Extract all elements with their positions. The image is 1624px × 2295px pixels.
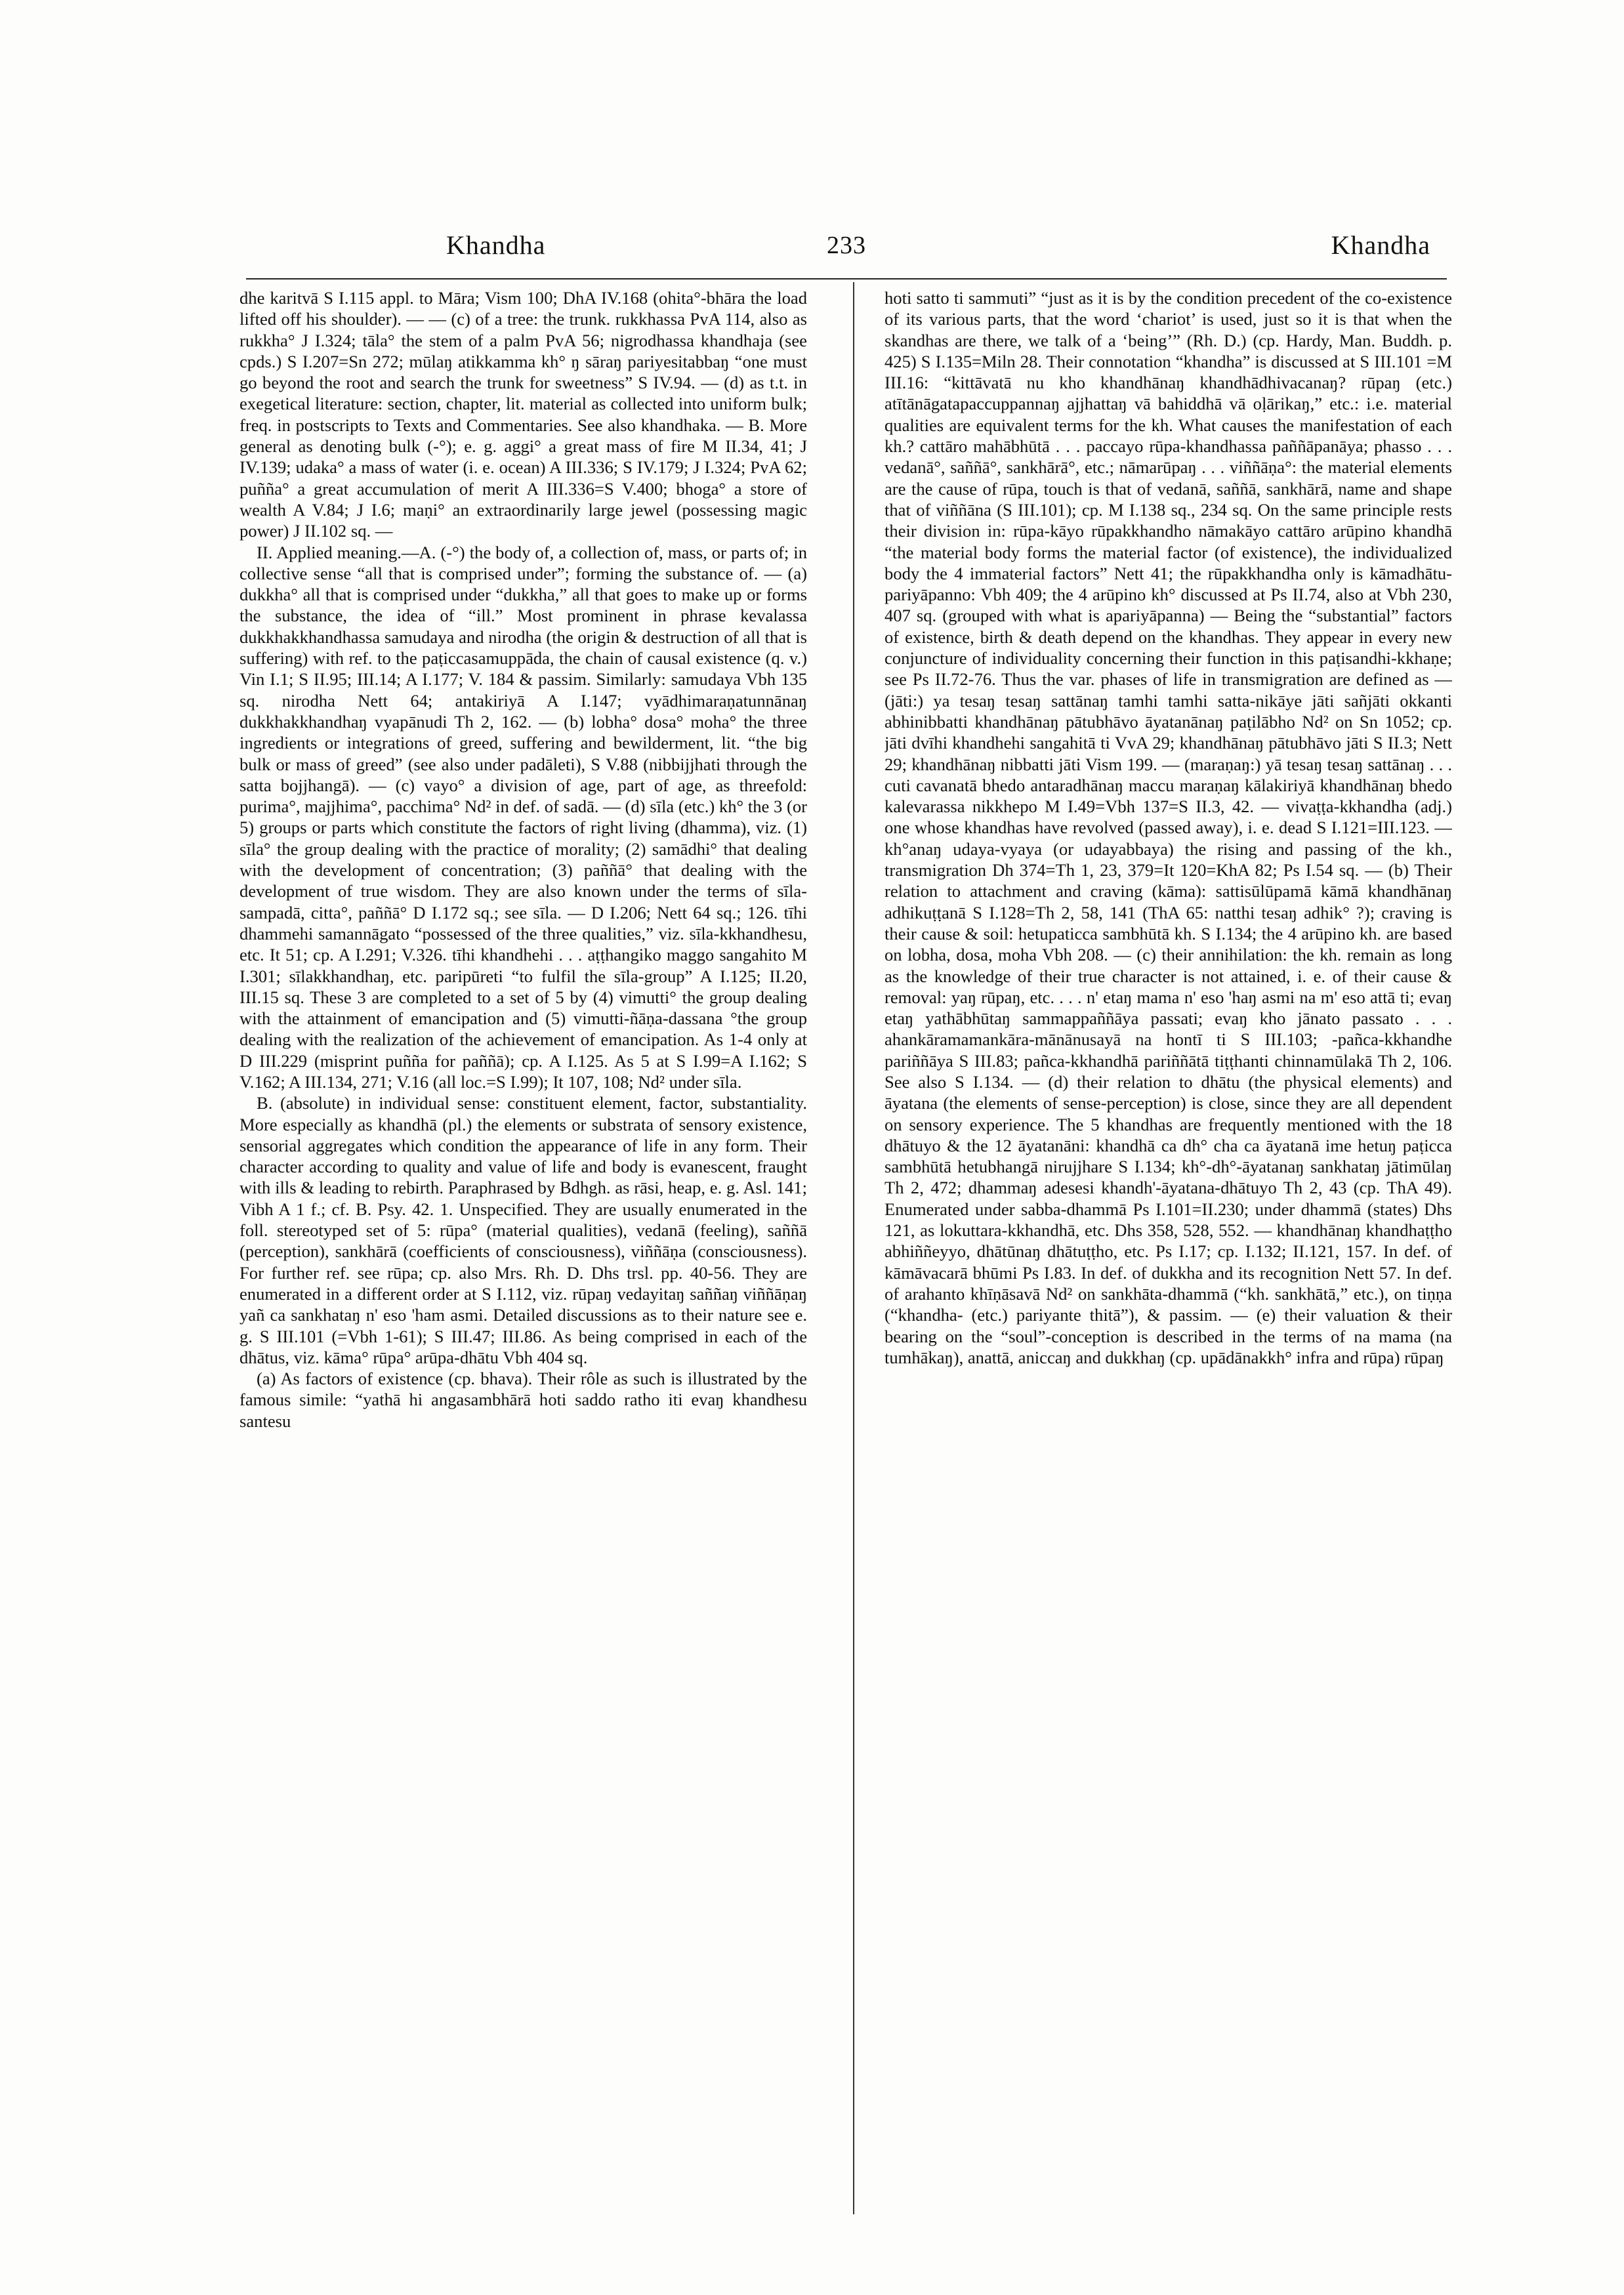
page-number: 233 bbox=[827, 232, 866, 259]
column-divider bbox=[853, 282, 854, 2214]
running-head bbox=[249, 223, 1444, 276]
header-rule bbox=[246, 278, 1447, 279]
paragraph: B. (absolute) in individual sense: constituent element, factor, substantiality. More especially as khandhā (pl.) the elements or substrata of sensory existence, sensorial aggregates which condition the appearance of life in any form. Their character according to quality and value of life and body is evanescent, fraught with ills & leading to rebirth. Paraphrased by Bdhgh. as rāsi, heap, e. g. Asl. 141; Vibh A 1 f.; cf. B. Psy. 42. 1. Unspecified. They are usually enumerated in the foll. stereotyped set of 5: rūpa° (material qualities), vedanā (feeling), saññā (perception), sankhārā (coefficients of consciousness), viññāṇa (consciousness). For further ref. see rūpa; cp. also Mrs. Rh. D. Dhs trsl. pp. 40-56. They are enumerated in a different order at S I.112, viz. rūpaŋ vedayitaŋ saññaŋ viññāṇaŋ yañ ca sankhataŋ n' eso 'ham asmi. Detailed discussions as to their nature see e. g. S III.101 (=Vbh 1-61); S III.47; III.86. As being comprised in each of the dhātus, viz. kāma° rūpa° arūpa-dhātu Vbh 404 sq. bbox=[239, 1093, 807, 1367]
headword-left: Khandha bbox=[446, 230, 546, 260]
paragraph: dhe karitvā S I.115 appl. to Māra; Vism 100; DhA IV.168 (ohita°-bhāra the load lifted off his shoulder). — — (c) of a tree: the trunk. rukkhassa PvA 114, also as rukkha° J I.324; tāla° the stem of a palm PvA 56; nigrodhassa khandhaja (see cpds.) S I.207=Sn 272; mūlaŋ atikkamma kh° ŋ sāraŋ pariyesitabbaŋ “one must go beyond the root and search the trunk for sweetness” S IV.94. — (d) as t.t. in exegetical literature: section, chapter, lit. material as collected into uniform bulk; freq. in postscripts to Texts and Commentaries. See also khandhaka. — B. More general as denoting bulk (-°); e. g. aggi° a great mass of fire M II.34, 41; J IV.139; udaka° a mass of water (i. e. ocean) A III.336; S IV.179; J I.324; PvA 62; puñña° a great accumulation of merit A III.336=S V.400; bhoga° a store of wealth A V.84; J I.6; maṇi° an extraordinarily large jewel (possessing magic power) J II.102 sq. — bbox=[239, 288, 807, 541]
left-column bbox=[239, 287, 807, 2229]
paragraph: hoti satto ti sammuti” “just as it is by the condition precedent of the co-existence of its various parts, that the word ‘chariot’ is used, just so it is that when the skandhas are there, we talk of a ‘being’” (Rh. D.) (cp. Hardy, Man. Buddh. p. 425) S I.135=Miln 28. Their connotation “khandha” is discussed at S III.101 =M III.16: “kittāvatā nu kho khandhānaŋ khandhādhivacanaŋ? rūpaŋ (etc.) atītānāgatapaccuppannaŋ ajjhattaŋ vā bahiddhā vā oḷārikaŋ,” etc.: i.e. material qualities are equivalent terms for the kh. What causes the manifestation of each kh.? cattāro mahābhūtā . . . paccayo rūpa-khandhassa paññāpanāya; phasso . . . vedanā°, saññā°, sankhārā°, etc.; nāmarūpaŋ . . . viññāṇa°: the material elements are the cause of rūpa, touch is that of vedanā, saññā, sankhārā, name and shape that of viññāna (S III.101); cp. M I.138 sq., 234 sq. On the same principle rests their division in: rūpa-kāyo rūpakkhandho nāmakāyo cattāro arūpino khandhā “the material body forms the material factor (of existence), the individualized body the 4 immaterial factors” Nett 41; the rūpakkhandha only is kāmadhātu-pariyāpanno: Vbh 409; the 4 arūpino kh° discussed at Ps II.74, also at Vbh 230, 407 sq. (grouped with what is apariyāpanna) — Being the “substantial” factors of existence, birth & death depend on the khandhas. They appear in every new conjuncture of individuality concerning their function in this paṭisandhi-kkhaṇe; see Ps II.72-76. Thus the var. phases of life in transmigration are defined as — (jāti:) ya tesaŋ tesaŋ sattānaŋ tamhi tamhi satta-nikāye jāti sañjāti okkanti abhinibbatti khandhānaŋ pātubhāvo āyatanānaŋ paṭilābho Nd² on Sn 1052; cp. jāti dvīhi khandhehi sangahitā ti VvA 29; khandhānaŋ pātubhāvo jāti S II.3; Nett 29; khandhānaŋ nibbatti jāti Vism 199. — (maraṇaŋ:) yā tesaŋ tesaŋ sattānaŋ . . . cuti cavanatā bhedo antaradhānaŋ maccu maraṇaŋ kālakiriyā khandhānaŋ bhedo kalevarassa nikkhepo M I.49=Vbh 137=S II.3, 42. — vivaṭṭa-kkhandha (adj.) one whose khandhas have revolved (passed away), i. e. dead S I.121=III.123. — kh°anaŋ udaya-vyaya (or udayabbaya) the rising and passing of the kh., transmigration Dh 374=Th 1, 23, 379=It 120=KhA 82; Ps I.54 sq. — (b) Their relation to attachment and craving (kāma): sattisūlūpamā kāmā khandhānaŋ adhikuṭṭanā S I.128=Th 2, 58, 141 (ThA 65: natthi tesaŋ adhik° ?); craving is their cause & soil: hetupaticca sambhūtā kh. S I.134; the 4 arūpino kh. are based on lobha, dosa, moha Vbh 208. — (c) their annihilation: the kh. remain as long as the knowledge of their true character is not attained, i. e. of their cause & removal: yaŋ rūpaŋ, etc. . . . n' etaŋ mama n' eso 'haŋ asmi na m' eso attā ti; evaŋ etaŋ yathābhūtaŋ sammappaññāya passati; evaŋ kho jānato passato . . . ahankāramamankāra-mānānusayā na hontī ti S III.103; -pañca-kkhandhe pariññāya S III.83; pañca-kkhandhā pariññātā tiṭṭhanti chinnamūlakā Th 2, 106. See also S I.134. — (d) their relation to dhātu (the physical elements) and āyatana (the elements of sense-perception) is close, since they are all dependent on sensory experience. The 5 khandhas are frequently mentioned with the 18 dhātuyo & the 12 āyatanāni: khandhā ca dh° cha ca āyatanā ime hetuŋ paṭicca sambhūtā hetubhangā nirujjhare S I.134; kh°-dh°-āyatanaŋ sankhataŋ jātimūlaŋ Th 2, 472; dhammaŋ adesesi khandh'-āyatana-dhātuyo Th 2, 43 (cp. ThA 49). Enumerated under sabba-dhammā Ps I.101=II.230; under dhammā (states) Dhs 121, as lokuttara-kkhandhā, etc. Dhs 358, 528, 552. — khandhānaŋ khandhaṭṭho abhiññeyyo, dhātūnaŋ dhātuṭṭho, etc. Ps I.17; cp. I.132; II.121, 157. In def. of kāmāvacarā bhūmi Ps I.83. In def. of dukkha and its recognition Nett 57. In def. of arahanto khīṇāsavā Nd² on sankhāta-dhammā (“kh. sankhātā,” etc.), on tiṇṇa (“khandha- (etc.) pariyante thitā”), & passim. — (e) their valuation & their bearing on the “soul”-conception is described in the terms of na mama (na tumhākaŋ), anattā, aniccaŋ and dukkhaŋ (cp. upādānakkh° infra and rūpa) rūpaŋ bbox=[885, 288, 1452, 1367]
paragraph: II. Applied meaning.—A. (-°) the body of, a collection of, mass, or parts of; in collective sense “all that is comprised under”; forming the substance of. — (a) dukkha° all that is comprised under “dukkha,” all that goes to make up or forms the substance, the idea of “ill.” Most prominent in phrase kevalassa dukkhakkhandhassa samudaya and nirodha (the origin & destruction of all that is suffering) with ref. to the paṭiccasamuppāda, the chain of causal existence (q. v.) Vin I.1; S II.95; III.14; A I.177; V. 184 & passim. Similarly: samudaya Vbh 135 sq. nirodha Nett 64; antakiriyā A I.147; vyādhimaraṇatunnānaŋ dukkhakkhandhaŋ vyapānudi Th 2, 162. — (b) lobha° dosa° moha° the three ingredients or integrations of greed, suffering and bewilderment, lit. “the big bulk or mass of greed” (see also under padāleti), S V.88 (nibbijjhati through the satta bojjhangā). — (c) vayo° a division of age, part of age, as threefold: purima°, majjhima°, pacchima° Nd² in def. of sadā. — (d) sīla (etc.) kh° the 3 (or 5) groups or parts which constitute the factors of right living (dhamma), viz. (1) sīla° the group dealing with the practice of morality; (2) samādhi° that dealing with the development of concentration; (3) paññā° that dealing with the development of true wisdom. They are also known under the terms of sīla-sampadā, citta°, paññā° D I.172 sq.; see sīla. — D I.206; Nett 64 sq.; 126. tīhi dhammehi samannāgato “possessed of the three qualities,” viz. sīla-kkhandhesu, etc. It 51; cp. A I.291; V.326. tīhi khandhehi . . . aṭṭhangiko maggo sangahito M I.301; sīlakkhandhaŋ, etc. paripūreti “to fulfil the sīla-group” A I.125; II.20, III.15 sq. These 3 are completed to a set of 5 by (4) vimutti° the group dealing with the attainment of emancipation and (5) vimutti-ñāṇa-dassana °the group dealing with the realization of the achievement of emancipation. As 1-4 only at D III.229 (misprint puñña for paññā); cp. A I.125. As 5 at S I.99=A I.162; S V.162; A III.134, 271; V.16 (all loc.=S I.99); It 107, 108; Nd² under sīla. bbox=[239, 542, 807, 1092]
right-column bbox=[885, 287, 1452, 2229]
headword-right: Khandha bbox=[1331, 230, 1430, 260]
paragraph: (a) As factors of existence (cp. bhava). Their rôle as such is illustrated by the famous simile: “yathā hi angasambhārā hoti saddo ratho iti evaŋ khandhesu santesu bbox=[239, 1369, 807, 1431]
